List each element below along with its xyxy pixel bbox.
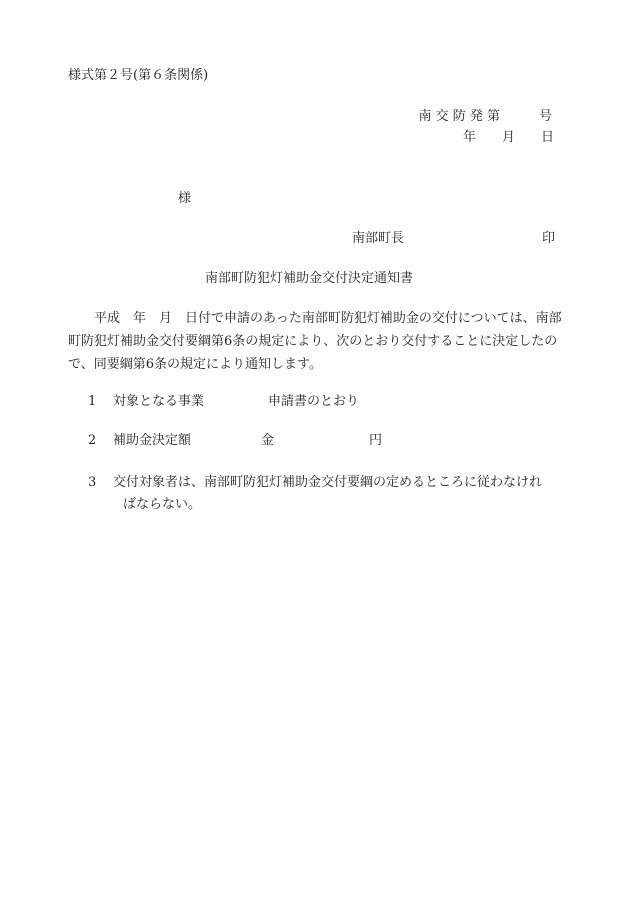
addressee-suffix: 様 xyxy=(178,191,192,206)
seal-mark: 印 xyxy=(542,231,556,246)
amount-prefix: 金 xyxy=(261,433,275,448)
item-number: 1 xyxy=(88,394,97,409)
item-value: 申請書のとおり xyxy=(268,394,360,409)
item-text xyxy=(113,472,563,516)
item-label: 対象となる事業 xyxy=(113,394,205,409)
form-label: 様式第２号(第６条関係) xyxy=(68,68,209,83)
issuer-title: 南部町長 xyxy=(352,231,405,246)
item-3 xyxy=(88,472,563,516)
body-paragraph: 平成 年 月 日付で申請のあった南部町防犯灯補助金の交付については、南部町防犯灯補助金交付要綱第6条の規定により、次のとおり交付することに決定したので、同要綱第6条の規定により通知します。 xyxy=(68,311,562,372)
item-number: 2 xyxy=(88,433,97,448)
item-2 xyxy=(88,434,382,447)
issue-date: 年 月 日 xyxy=(462,130,554,145)
amount-unit: 円 xyxy=(369,433,383,448)
item-number: 3 xyxy=(88,475,97,490)
body-paragraph-block xyxy=(68,307,568,376)
item-label: 補助金決定額 xyxy=(113,433,192,448)
reference-number: 南 交 防 発 第 号 xyxy=(418,109,552,124)
document-title: 南部町防犯灯補助金交付決定通知書 xyxy=(205,271,414,286)
item-1 xyxy=(88,395,359,408)
item-text-line1: 交付対象者は、南部町防犯灯補助金交付要綱の定めるところに従わなけれ xyxy=(113,475,543,490)
item-text-line2: ばならない。 xyxy=(123,497,202,512)
